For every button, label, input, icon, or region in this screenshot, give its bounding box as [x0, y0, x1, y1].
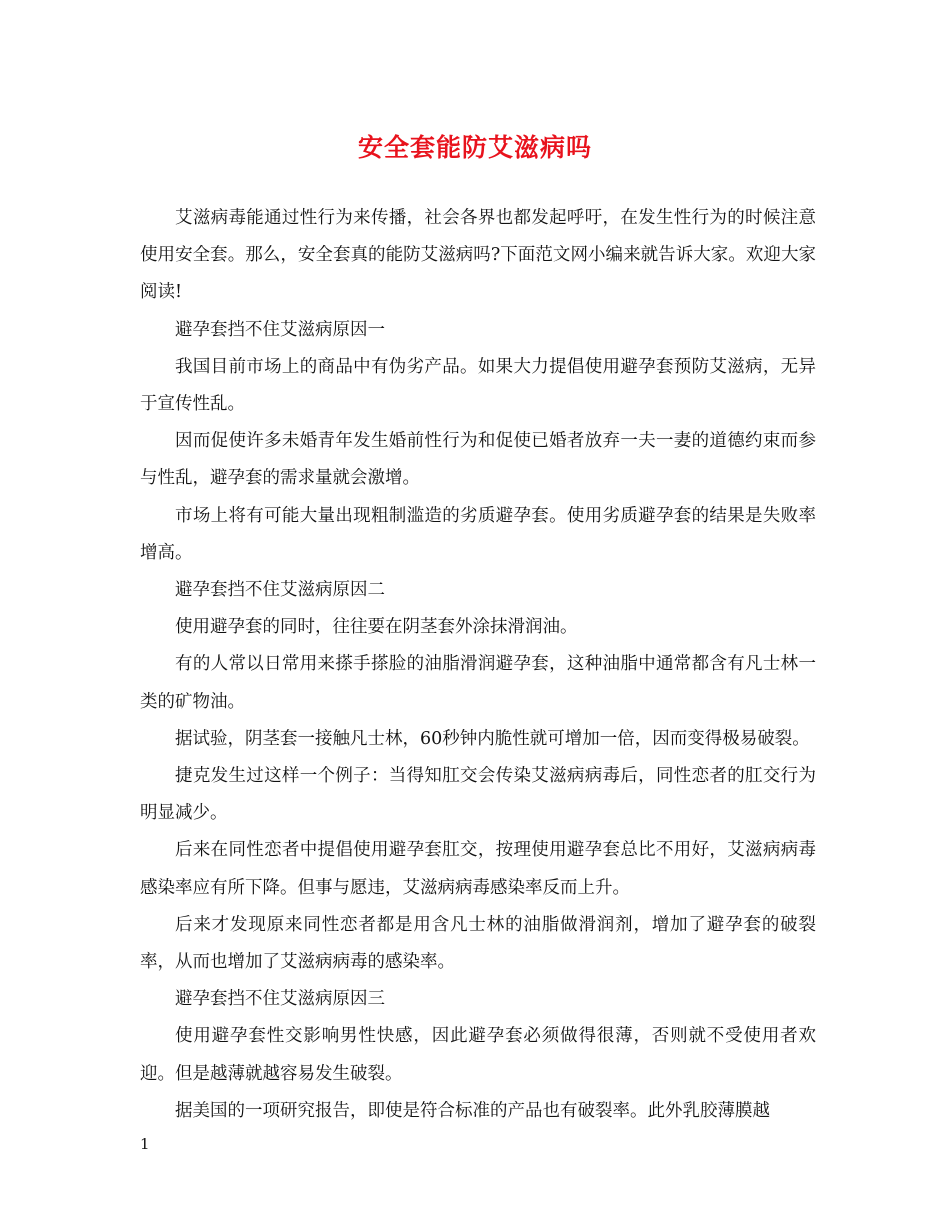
section-heading: 避孕套挡不住艾滋病原因一	[175, 319, 385, 340]
paragraph: 市场上将有可能大量出现粗制滥造的劣质避孕套。使用劣质避孕套的结果是失败率增高。	[140, 505, 816, 563]
paragraph: 据美国的一项研究报告，即使是符合标准的产品也有破裂率。此外乳胶薄膜越	[175, 1100, 770, 1121]
section-heading: 避孕套挡不住艾滋病原因三	[175, 989, 385, 1010]
paragraph: 据试验，阴茎套一接触凡士林，60秒钟内脆性就可增加一倍，因而变得极易破裂。	[175, 728, 810, 749]
page-number: 1	[140, 1135, 150, 1153]
paragraph: 我国目前市场上的商品中有伪劣产品。如果大力提倡使用避孕套预防艾滋病，无异于宣传性乱。	[140, 356, 816, 415]
paragraph: 使用避孕套性交影响男性快感，因此避孕套必须做得很薄，否则就不受使用者欢迎。但是越薄就越容易发生破裂。	[140, 1026, 816, 1084]
paragraph: 使用避孕套的同时，往往要在阴茎套外涂抹滑润油。	[175, 617, 578, 638]
paragraph: 捷克发生过这样一个例子：当得知肛交会传染艾滋病病毒后，同性恋者的肛交行为明显减少。	[140, 766, 816, 824]
paragraph: 有的人常以日常用来搽手搽脸的油脂滑润避孕套，这种油脂中通常都含有凡士林一类的矿物油。	[140, 654, 816, 712]
paragraph: 后来才发现原来同性恋者都是用含凡士林的油脂做滑润剂，增加了避孕套的破裂率，从而也增加了艾滋病病毒的感染率。	[140, 914, 816, 973]
paragraph: 艾滋病毒能通过性行为来传播，社会各界也都发起呼吁，在发生性行为的时候注意使用安全套。那么，安全套真的能防艾滋病吗?下面范文网小编来就告诉大家。欢迎大家阅读!	[140, 208, 816, 303]
document-title: 安全套能防艾滋病吗	[357, 133, 592, 162]
document-body	[140, 200, 816, 1130]
paragraph: 后来在同性恋者中提倡使用避孕套肛交，按理使用避孕套总比不用好，艾滋病病毒感染率应有所下降。但事与愿违，艾滋病病毒感染率反而上升。	[140, 840, 816, 898]
paragraph: 因而促使许多未婚青年发生婚前性行为和促使已婚者放弃一夫一妻的道德约束而参与性乱，避孕套的需求量就会激增。	[140, 431, 816, 489]
section-heading: 避孕套挡不住艾滋病原因二	[175, 580, 385, 601]
